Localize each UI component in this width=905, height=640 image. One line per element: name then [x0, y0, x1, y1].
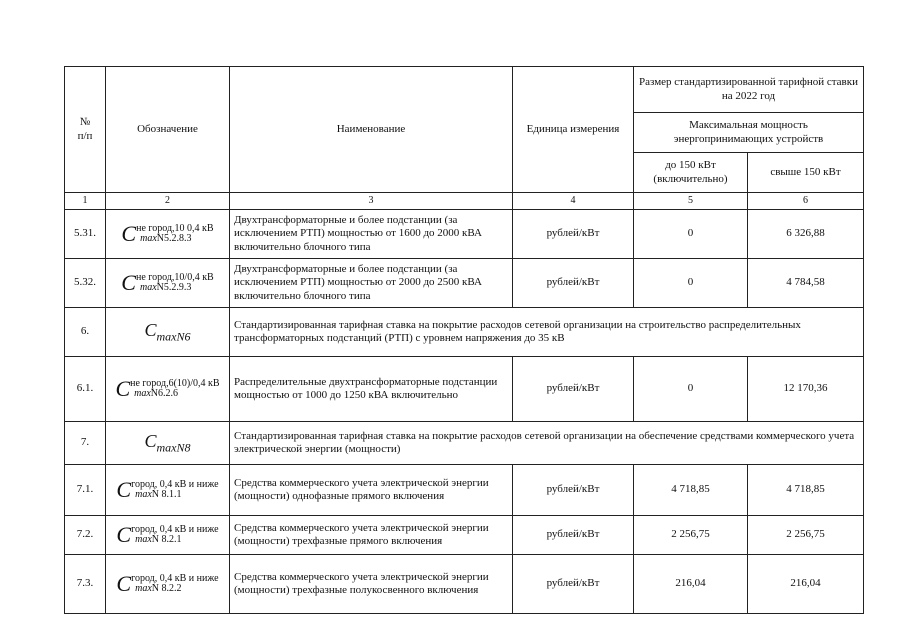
table-row	[65, 516, 864, 555]
value-up-to-150: 216,04	[634, 555, 748, 614]
rate-symbol: $C_{maxN8}$	[106, 422, 230, 465]
section-row	[65, 308, 864, 357]
rate-symbol: $C_{maxN6}$	[106, 308, 230, 357]
table-row	[65, 555, 864, 614]
value-over-150: 4 784,58	[748, 259, 864, 308]
row-name: Средства коммерческого учета электрической энергии (мощности) трехфазные полукосвенного включения	[230, 555, 513, 614]
value-over-150: 4 718,85	[748, 465, 864, 516]
row-number: 7.1.	[65, 465, 106, 516]
header-designation: Обозначение	[106, 67, 230, 193]
value-up-to-150: 4 718,85	[634, 465, 748, 516]
rate-symbol: C город, 0,4 кВ и ниже maxN 8.2.1	[106, 516, 230, 555]
column-number: 1	[65, 193, 106, 210]
row-number: 6.	[65, 308, 106, 357]
section-title: Стандартизированная тарифная ставка на покрытие расходов сетевой организации на обеспечение средствами коммерческого учета электрической энергии (мощности)	[230, 422, 864, 465]
header-up-to-150: до 150 кВт (включительно)	[634, 153, 748, 193]
value-up-to-150: 0	[634, 259, 748, 308]
row-unit: рублей/кВт	[513, 555, 634, 614]
rate-symbol: C не город,10 0,4 кВ maxN5.2.8.3	[106, 210, 230, 259]
value-over-150: 2 256,75	[748, 516, 864, 555]
rate-symbol: C город, 0,4 кВ и ниже maxN 8.1.1	[106, 465, 230, 516]
header-row-top	[65, 67, 864, 113]
value-up-to-150: 0	[634, 357, 748, 422]
value-over-150: 216,04	[748, 555, 864, 614]
row-number: 7.2.	[65, 516, 106, 555]
row-unit: рублей/кВт	[513, 465, 634, 516]
table-row	[65, 210, 864, 259]
table-row	[65, 259, 864, 308]
tariff-table	[64, 66, 864, 614]
header-max-power: Максимальная мощность энергопринимающих устройств	[634, 113, 864, 153]
column-number: 4	[513, 193, 634, 210]
rate-symbol: C город, 0,4 кВ и ниже maxN 8.2.2	[106, 555, 230, 614]
row-number: 5.32.	[65, 259, 106, 308]
row-number: 7.3.	[65, 555, 106, 614]
value-up-to-150: 2 256,75	[634, 516, 748, 555]
row-name: Средства коммерческого учета электрической энергии (мощности) трехфазные прямого включения	[230, 516, 513, 555]
value-up-to-150: 0	[634, 210, 748, 259]
header-over-150: свыше 150 кВт	[748, 153, 864, 193]
header-rate-size: Размер стандартизированной тарифной ставки на 2022 год	[634, 67, 864, 113]
header-unit: Единица измерения	[513, 67, 634, 193]
row-unit: рублей/кВт	[513, 357, 634, 422]
row-name: Распределительные двухтрансформаторные подстанции мощностью от 1000 до 1250 кВА включительно	[230, 357, 513, 422]
column-number: 2	[106, 193, 230, 210]
row-number: 6.1.	[65, 357, 106, 422]
table-row	[65, 357, 864, 422]
section-title: Стандартизированная тарифная ставка на покрытие расходов сетевой организации на строительство распределительных трансформаторных подстанций (РТП) с уровнем напряжения до 35 кВ	[230, 308, 864, 357]
row-name: Двухтрансформаторные и более подстанции (за исключением РТП) мощностью от 1600 до 2000 кВА включительно блочного типа	[230, 210, 513, 259]
value-over-150: 6 326,88	[748, 210, 864, 259]
column-number: 6	[748, 193, 864, 210]
row-number: 5.31.	[65, 210, 106, 259]
table-row	[65, 465, 864, 516]
row-unit: рублей/кВт	[513, 210, 634, 259]
rate-symbol: C не город,10/0,4 кВ maxN5.2.9.3	[106, 259, 230, 308]
value-over-150: 12 170,36	[748, 357, 864, 422]
header-number: № п/п	[65, 67, 106, 193]
column-number: 3	[230, 193, 513, 210]
row-name: Двухтрансформаторные и более подстанции (за исключением РТП) мощностью от 2000 до 2500 кВА включительно блочного типа	[230, 259, 513, 308]
row-number: 7.	[65, 422, 106, 465]
header-name: Наименование	[230, 67, 513, 193]
row-name: Средства коммерческого учета электрической энергии (мощности) однофазные прямого включения	[230, 465, 513, 516]
rate-symbol: C не город,6(10)/0,4 кВ maxN6.2.6	[106, 357, 230, 422]
column-numbers-row	[65, 193, 864, 210]
row-unit: рублей/кВт	[513, 259, 634, 308]
column-number: 5	[634, 193, 748, 210]
section-row	[65, 422, 864, 465]
row-unit: рублей/кВт	[513, 516, 634, 555]
